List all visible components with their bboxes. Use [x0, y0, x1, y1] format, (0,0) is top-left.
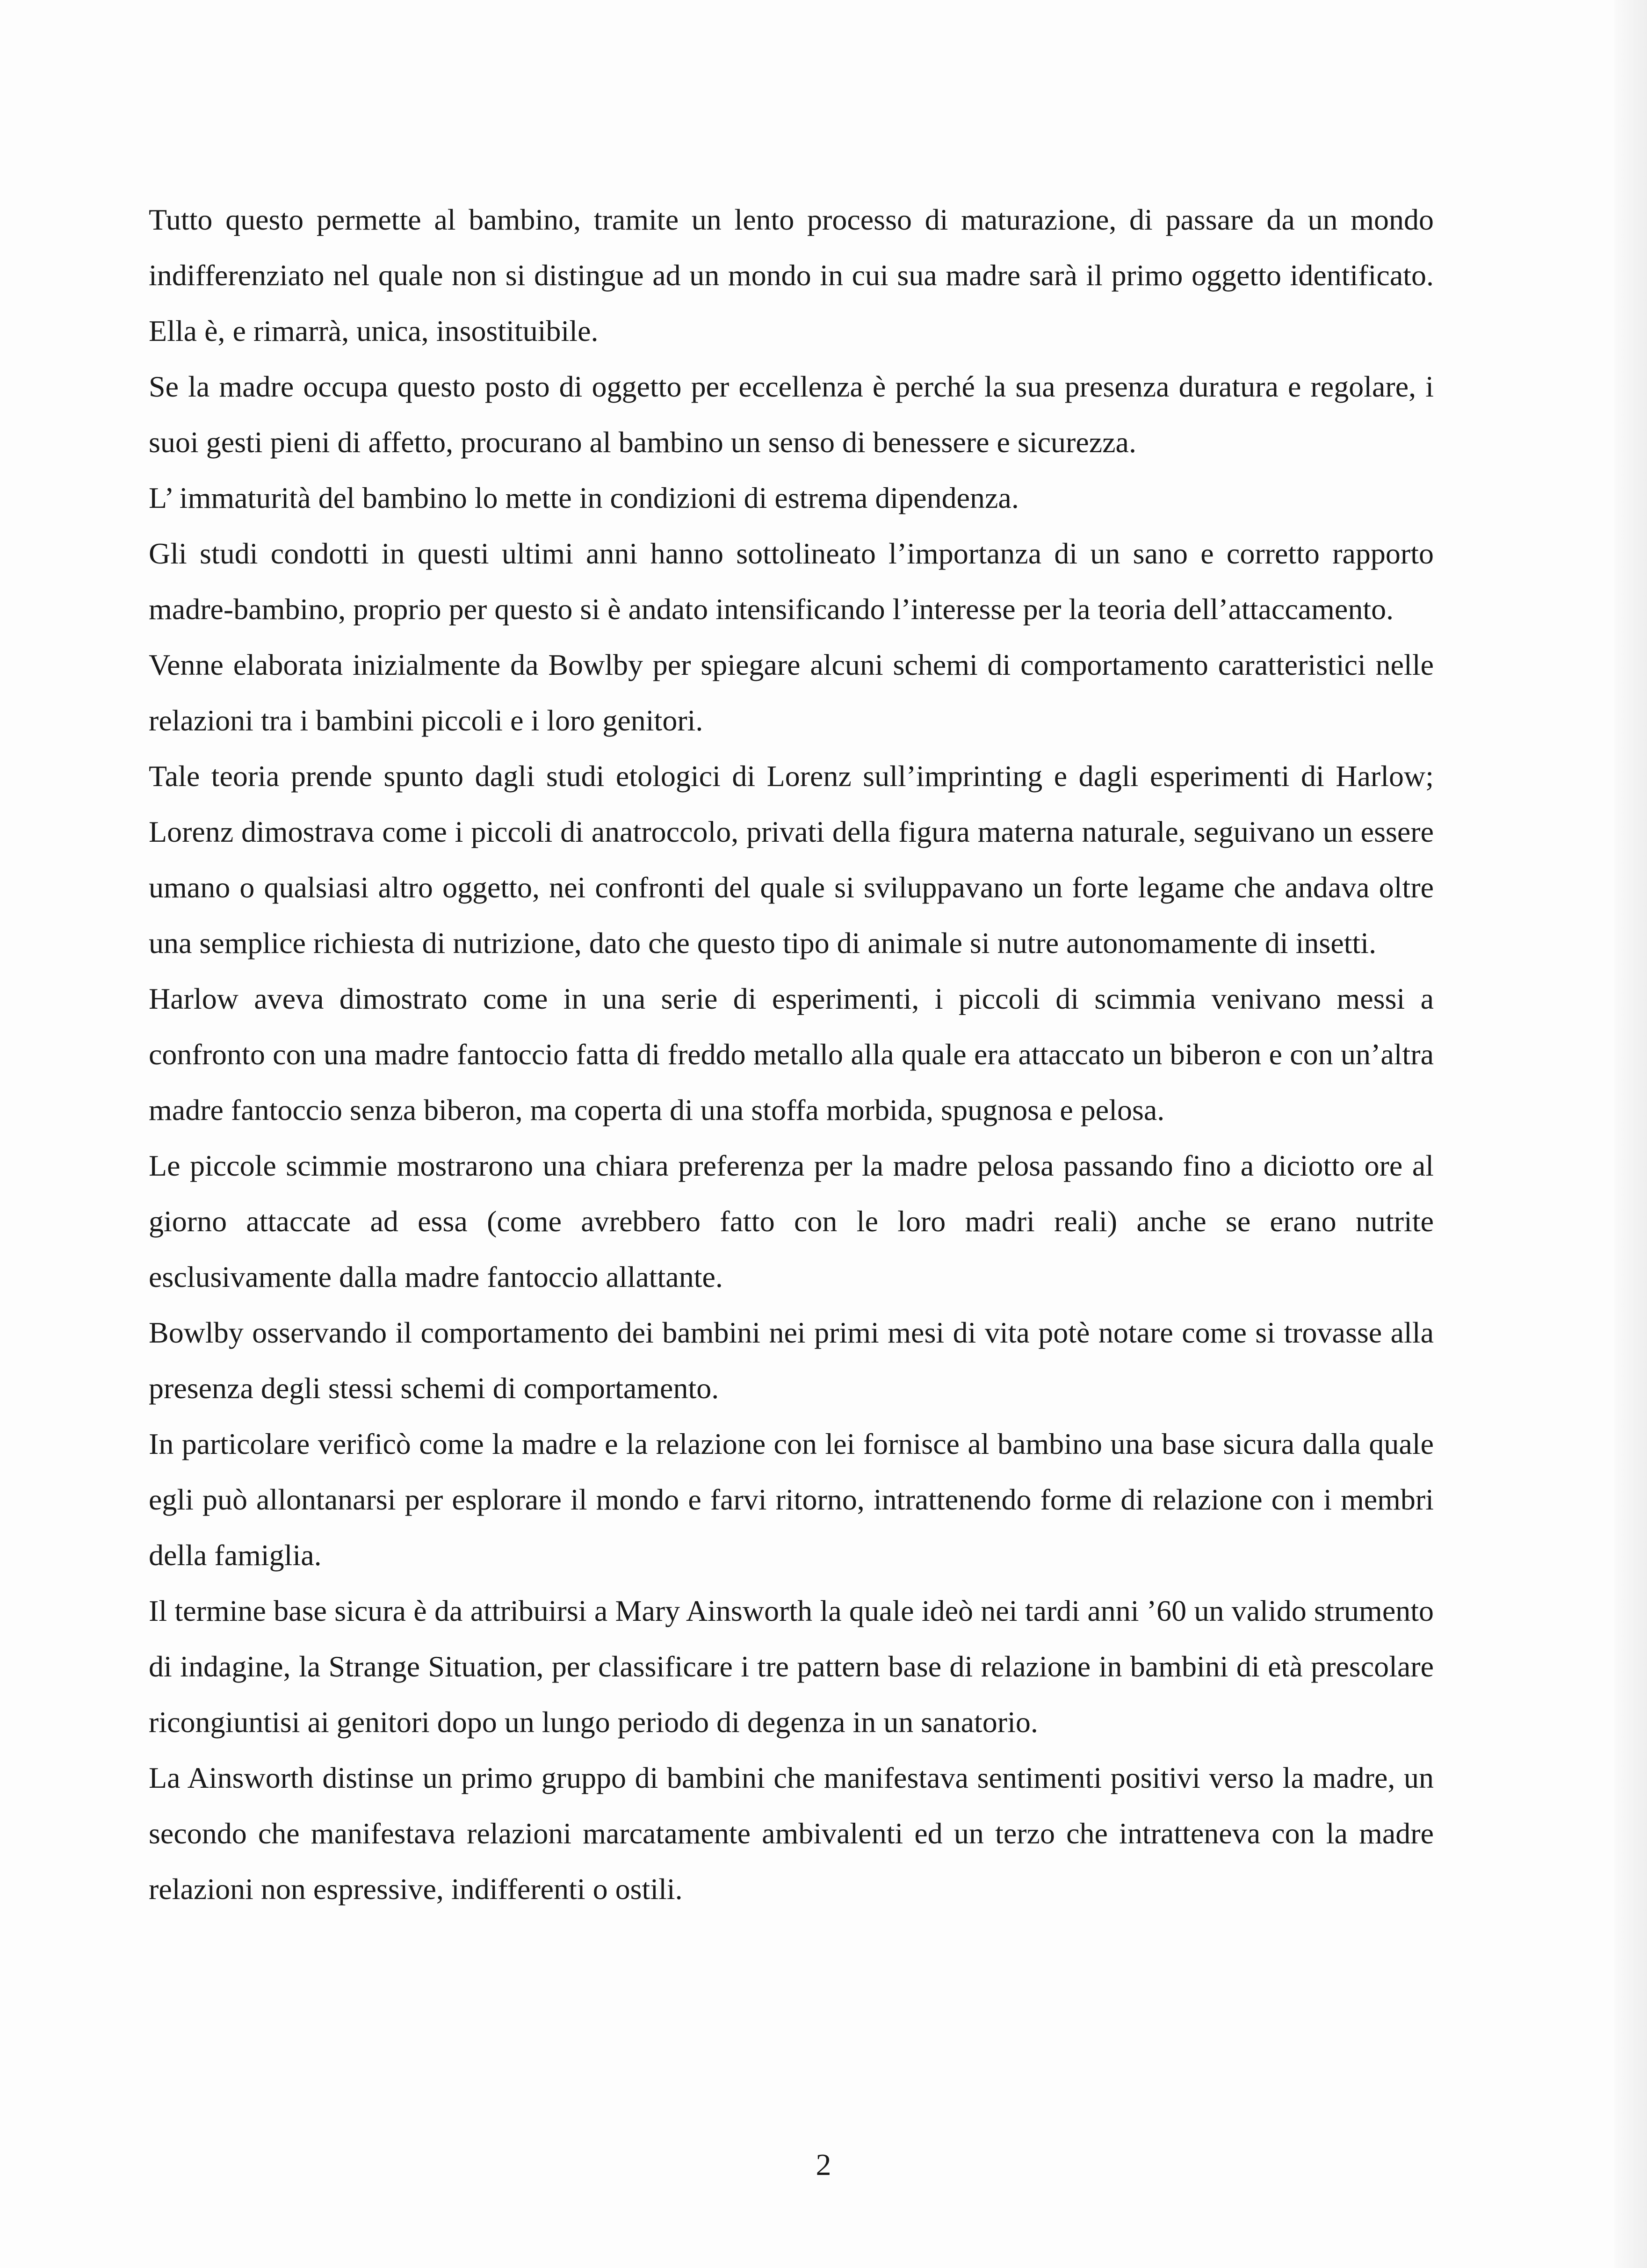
paragraph-10: In particolare verificò come la madre e la relazione con lei fornisce al bambino una base sicura dalla quale egli può allontanarsi per esplorare il mondo e farvi ritorno, intrattenendo forme di relazione con i membri della famiglia.	[149, 1427, 1434, 1572]
paragraph-7: Harlow aveva dimostrato come in una serie di esperimenti, i piccoli di scimmia venivano messi a confronto con una madre fantoccio fatta di freddo metallo alla quale era attaccato un biberon e con un’altra madre fantoccio senza biberon, ma coperta di una stoffa morbida, spugnosa e pelosa.	[149, 982, 1434, 1127]
paragraph-11: Il termine base sicura è da attribuirsi a Mary Ainsworth la quale ideò nei tardi anni ’60 un valido strumento di indagine, la Strange Situation, per classificare i tre pattern base di relazione in bambini di età prescolare ricongiuntisi ai genitori dopo un lungo periodo di degenza in un sanatorio.	[149, 1594, 1434, 1739]
paragraph-5: Venne elaborata inizialmente da Bowlby per spiegare alcuni schemi di comportamento caratteristici nelle relazioni tra i bambini piccoli e i loro genitori.	[149, 648, 1434, 737]
paragraph-2: Se la madre occupa questo posto di oggetto per eccellenza è perché la sua presenza duratura e regolare, i suoi gesti pieni di affetto, procurano al bambino un senso di benessere e sicurezza.	[149, 370, 1434, 459]
paragraph-12: La Ainsworth distinse un primo gruppo di bambini che manifestava sentimenti positivi verso la madre, un secondo che manifestava relazioni marcatamente ambivalenti ed un terzo che intratteneva con la madre relazioni non espressive, indifferenti o ostili.	[149, 1761, 1434, 1906]
page-number: 2	[816, 2148, 831, 2182]
paragraph-1: Tutto questo permette al bambino, tramite un lento processo di maturazione, di passare da un mondo indifferenziato nel quale non si distingue ad un mondo in cui sua madre sarà il primo oggetto identificato. Ella è, e rimarrà, unica, insostituibile.	[149, 203, 1434, 347]
body-text	[149, 192, 1434, 1917]
page-edge-shadow	[1614, 0, 1647, 2268]
paragraph-9: Bowlby osservando il comportamento dei bambini nei primi mesi di vita potè notare come si trovasse alla presenza degli stessi schemi di comportamento.	[149, 1316, 1434, 1405]
paragraph-3: L’ immaturità del bambino lo mette in condizioni di estrema dipendenza.	[149, 481, 1019, 514]
paragraph-4: Gli studi condotti in questi ultimi anni hanno sottolineato l’importanza di un sano e corretto rapporto madre-bambino, proprio per questo si è andato intensificando l’interesse per la teoria dell’attaccamento.	[149, 537, 1434, 626]
paragraph-8: Le piccole scimmie mostrarono una chiara preferenza per la madre pelosa passando fino a diciotto ore al giorno attaccate ad essa (come avrebbero fatto con le loro madri reali) anche se erano nutrite esclusivamente dalla madre fantoccio allattante.	[149, 1149, 1434, 1293]
paragraph-6: Tale teoria prende spunto dagli studi etologici di Lorenz sull’imprinting e dagli esperimenti di Harlow; Lorenz dimostrava come i piccoli di anatroccolo, privati della figura materna naturale, seguivano un essere umano o qualsiasi altro oggetto, nei confronti del quale si sviluppavano un forte legame che andava oltre una semplice richiesta di nutrizione, dato che questo tipo di animale si nutre autonomamente di insetti.	[149, 759, 1434, 960]
